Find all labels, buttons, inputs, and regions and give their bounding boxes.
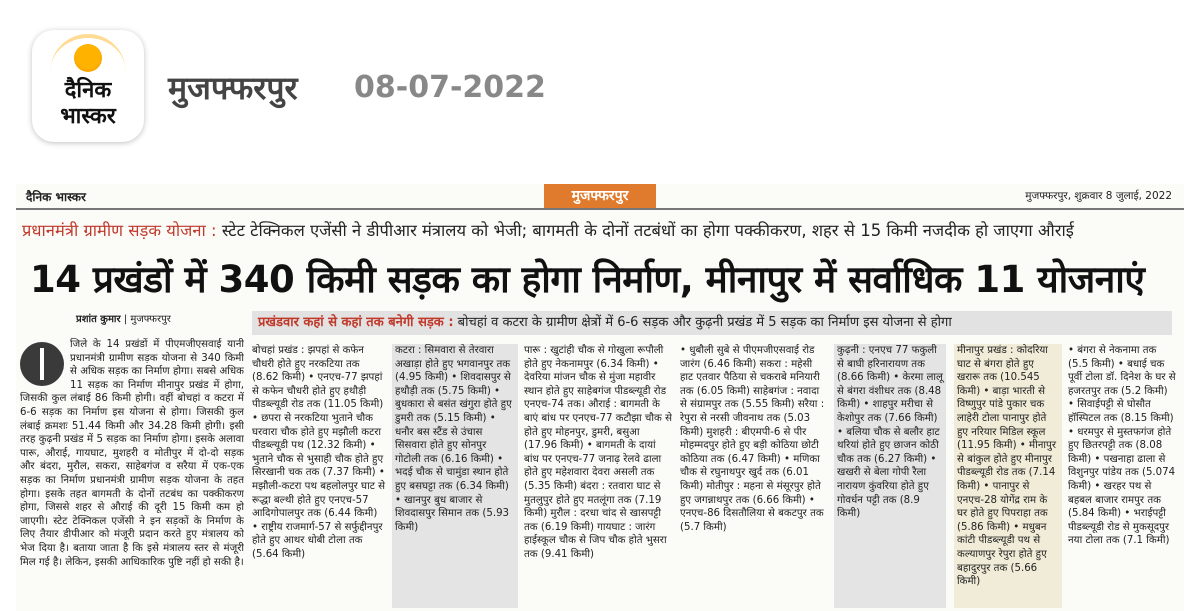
masthead-dateline: मुजफ्फरपुर, शुक्रवार 8 जुलाई, 2022	[1025, 190, 1172, 202]
byline-author: प्रशांत कुमार	[76, 314, 121, 325]
edition-city: मुजफ्फरपुर	[168, 69, 298, 107]
column-paru-aurai: पारू : खुटांही चौक से गोखुला रूपौली होते हुए नेकनामपुर (6.34 किमी) • देवरिया मांजन चौक से मुंजा महावीर स्थान होते हुए साहेबगंज पीडब्ल्यूडी रोड एनएच-74 तक। औराई : बागमती के बाएं बांध पर एनएच-77 कटौझा चौक से होते हुए मोहनपुर, डुमरी, बसुआ (17.96 किमी) • बागमती के दायां बांध पर एनएच-77 जनाढ़ रेलवे ढाला होते हुए महेशवारा देवरा असली तक (5.35 किमी) बंदरा : रतवारा घाट से मुतलुपुर होते हुए मतलूंगा तक (7.19 किमी) मुरौल : दरधा चांद से खासपट्टी तक (6.19 किमी) गायघाट : जारंग हाईस्कूल चौक से जिप चौक होते भुसरा तक (9.41 किमी)	[524, 345, 672, 560]
lead-text: जिले के 14 प्रखंडों में पीएमजीएसवाई यानी प्रधानमंत्री ग्रामीण सड़क योजना से 340 किमी से अधिक सड़क का निर्माण होगा। सबसे अधिक 11 सड़क का निर्माण मीनापुर प्रखंड में होगा, जिसकी कुल लंबाई 86 किमी होगी। वहीं बोचहां व कटरा में 6-6 सड़क का निर्माण इस योजना से होगा। जिसकी कुल लंबाई क्रमशः 51.44 किमी और 34.28 किमी होगी। इसी तरह कुढ़नी प्रखंड में 5 सड़क का निर्माण होगा। इसके अलावा पारू, औराई, गायघाट, मुशहरी व मोतीपुर में दो-दो सड़क और बंदरा, मुरौल, सकरा, साहेबगंज व सरैया में एक-एक सड़क का निर्माण प्रधानमंत्री ग्रामीण सड़क योजना के तहत होगा। इसके तहत बागमती के दोनों तटबंध का पक्कीकरण होगा, जिससे शहर से औराई की दूरी 15 किमी कम हो जाएगी। स्टेट टेक्निकल एजेंसी ने इन सड़कों के निर्माण के लिए तैयार डीपीआर को मंजूरी प्रदान करते हुए मंत्रालय को भेज दिया है। बताया जाता है कि इसे मंत्रालय स्तर से मंजूरी मिल गई है। लेकिन, इसकी आधिकारिक पुष्टि नहीं हो सकी है।	[20, 339, 244, 568]
column-katra: कटरा : सिमवारा से तेरवारा अखाड़ा होते हुए भगवानपुर तक (4.95 किमी) • शिवदासपुर से हथौड़ी तक (5.75 किमी) • बुधकारा से बसंत खंगुरा होते हुए डुमरी तक (5.15 किमी) • धनौर बस स्टैंड से उंचास सिसवारा होते हुए सोनपुर गोटोली तक (6.16 किमी) • भदई चौक से चामुंडा स्थान होते हुए बसघट्टा तक (6.34 किमी) • खानपुर बुध बाजार से शिवदासपुर सिमान तक (5.93 किमी)	[392, 344, 518, 608]
column-minapur-cont: • बंगरा से नेकनामा तक (5.5 किमी) • बधाई चक पूर्वी टोला डॉ. दिनेश के घर से हजरतपुर तक (5.2 किमी) • सिवाईपट्टी से घोसौत हॉस्पिटल तक (8.15 किमी) • धरमपुर से मुस्तफगंज होते हुए छितरपट्टी तक (8.08 किमी) • पखनाहा ढाला से विशुनपुर पांडेय तक (5.074 किमी) • खरहर पथ से बहबल बाजार रामपुर तक (5.84 किमी) • भराईपट्टी पीडब्ल्यूडी रोड से मुकसूदपुर नया टोला तक (7.1 किमी)	[1068, 345, 1176, 547]
edition-date: 08-07-2022	[354, 70, 546, 105]
app-header	[0, 0, 1200, 172]
article-lead	[20, 338, 244, 610]
subhead-text: स्टेट टेक्निकल एजेंसी ने डीपीआर मंत्रालय को भेजी; बागमती के दोनों तटबंधों का होगा पक्कीकरण, शहर से 15 किमी नजदीक हो जाएगा औराई	[221, 221, 1074, 240]
article-subhead	[22, 218, 1182, 241]
byline-place: | मुजफ्फरपुर	[123, 314, 171, 325]
masthead	[16, 184, 1184, 210]
section-bar-text: बोचहां व कटरा के ग्रामीण क्षेत्रों में 6-6 सड़क और कुढ़नी प्रखंड में 5 सड़क का निर्माण इस योजना से होगा	[457, 315, 952, 330]
section-bar	[252, 311, 1172, 335]
road-icon	[20, 342, 64, 386]
section-bar-label: प्रखंडवार कहां से कहां तक बनेगी सड़क :	[258, 315, 454, 330]
byline	[76, 311, 171, 325]
sun-icon	[74, 44, 102, 72]
masthead-section-tag: मुजफ्फरपुर	[544, 184, 656, 208]
logo-text-line1: दैनिक	[64, 78, 112, 103]
road-list-columns	[252, 344, 1176, 608]
article-headline: 14 प्रखंडों में 340 किमी सड़क का होगा निर्माण, मीनापुर में सर्वाधिक 11 योजनाएं	[30, 258, 1145, 301]
subhead-label: प्रधानमंत्री ग्रामीण सड़क योजना :	[22, 221, 217, 240]
newspaper-page	[16, 184, 1184, 611]
column-kudhani: कुढ़नी : एनएच 77 फकुली से बाघी हरिनारायण तक (8.66 किमी) • केरमा लालू से बंगरा वंशीधर तक (8.48 किमी) • शाहपुर मरीचा से केशोपुर तक (7.66 किमी) • बलिया चौक से बलौर हाट थरियां होते हुए छाजन कोठी चौक तक (6.27 किमी) • खखरी से बेला गोपी रैला नारायण कुंवरिया होते हुए गोवर्धन पट्टी तक (8.9 किमी)	[834, 344, 946, 608]
column-minapur: मीनापुर प्रखंड : कोदरिया घाट से बंगरा होते हुए खरारू तक (10.545 किमी) • बाड़ा भारती से विष्णुपुर पांडे पुकार चक लाहेरी टोला पानापुर होते हुए नरियार मिडिल स्कूल (11.95 किमी) • मीनापुर से बांकुल होते हुए मीनापुर पीडब्ल्यूडी रोड तक (7.14 किमी) • पानापुर से एनएच-28 योगेंद्र राम के घर होते हुए पिपराहा तक (5.86 किमी) • मधुबन कांटी पीडब्ल्यूडी पथ से कल्याणपुर रेपुरा होते हुए बहादुरपुर तक (5.66 किमी)	[954, 344, 1062, 608]
logo-text-line2: भास्कर	[60, 104, 116, 129]
column-bochahan: बोचहां प्रखंड : झपहां से कफेन चौधरी होते हुए नरकटिया तक (8.62 किमी) • एनएच-77 झपहां से कफेन चौधरी होते हुए हथौड़ी पीडब्ल्यूडी रोड तक (11.05 किमी) • छपरा से नरकटिया भुताने चौक घरवारा चौक होते हुए मझौली कटरा पीडब्ल्यूडी पथ (12.32 किमी) • भुताने चौक से भुसाही चौक होते हुए सिरखानी चक तक (7.37 किमी) • मझौली-कटरा पथ बहलोलपुर घाट से रूद्धा बल्थी होते हुए एनएच-57 आदिगोपालपुर तक (6.44 किमी) • राष्ट्रीय राजमार्ग-57 से सर्फुद्दीनपुर होते हुए आथर धोबी टोला तक (5.64 किमी)	[252, 345, 385, 560]
dainik-bhaskar-logo[interactable]	[32, 30, 144, 142]
masthead-brand: दैनिक भास्कर	[26, 190, 86, 204]
column-sakra-musahari: • धुबौली सुबे से पीएमजीएसवाई रोड जारंग (6.46 किमी) सकरा : महेसी हाट एतवार पैठिया से चकराबे मनियारी तक (6.05 किमी) साहेबगंज : नवादा से संग्रामपुर तक (5.55 किमी) सरैया : रेपुरा से नरसी जीवनाथ तक (5.03 किमी) मुशहरी : बीएमपी-6 से पीर मोहम्मदपुर होते हुए बड़ी कोठिया छोटी कोठिया तक (6.47 किमी) • मणिका चौक से रघुनाथपुर खुर्द तक (6.01 किमी) मोतीपुर : महना से मंसूरपुर होते हुए जगन्नाथपुर तक (6.66 किमी) • एनएच-86 दिसतौलिया से बकटपुर तक (5.7 किमी)	[680, 345, 825, 533]
